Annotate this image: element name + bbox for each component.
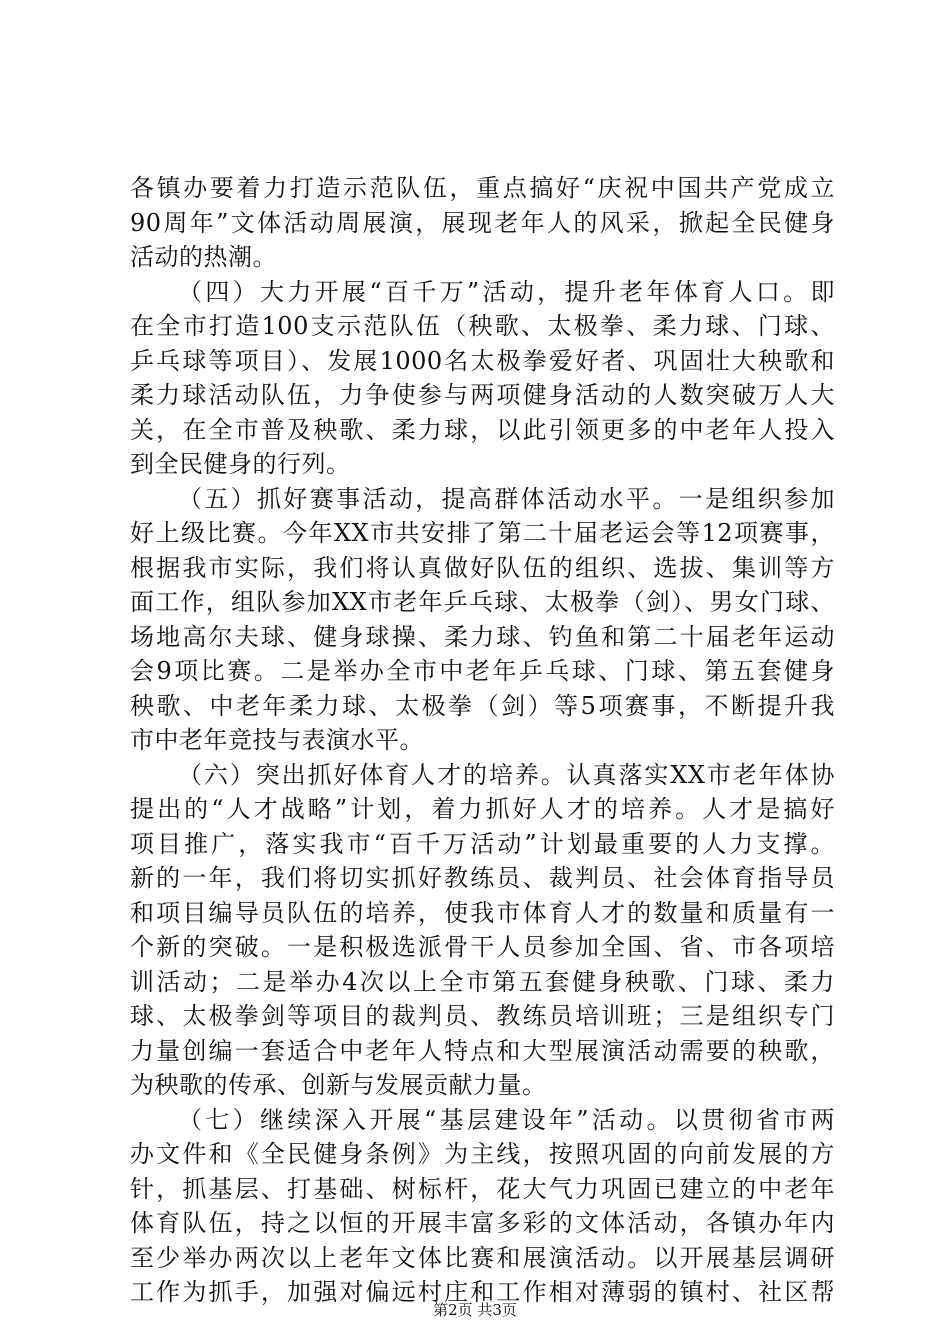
- document-body: [130, 171, 835, 1310]
- text-line: 训活动；二是举办4次以上全市第五套健身秧歌、门球、柔力: [130, 967, 835, 996]
- text-line: 面工作，组队参加XX市老年乒乓球、太极拳（剑）、男女门球、: [130, 588, 835, 616]
- text-line: 新的一年，我们将切实抓好教练员、裁判员、社会体育指导员: [130, 864, 835, 892]
- paragraph-heading-line: （六）突出抓好体育人才的培养。认真落实XX市老年体协: [178, 760, 835, 789]
- text-line: 活动的热潮。: [130, 243, 277, 271]
- text-line: 关，在全市普及秧歌、柔力球，以此引领更多的中老年人投入: [130, 415, 835, 444]
- text-line: 到全民健身的行列。: [130, 450, 351, 478]
- paragraph-heading-line: （五）抓好赛事活动，提高群体活动水平。一是组织参加: [178, 484, 835, 513]
- text-line: 办文件和《全民健身条例》为主线，按照巩固的向前发展的方: [130, 1140, 835, 1168]
- text-line: 根据我市实际，我们将认真做好队伍的组织、选拔、集训等方: [130, 553, 835, 582]
- text-line: 90周年”文体活动周展演，展现老年人的风采，掀起全民健身: [130, 208, 835, 237]
- text-line: 各镇办要着力打造示范队伍，重点搞好“庆祝中国共产党成立: [130, 174, 835, 202]
- text-line: 在全市打造100支示范队伍（秧歌、太极拳、柔力球、门球、: [130, 312, 835, 340]
- text-line: 工作为抓手，加强对偏远村庄和工作相对薄弱的镇村、社区帮: [130, 1278, 835, 1306]
- text-line: 会9项比赛。二是举办全市中老年乒乓球、门球、第五套健身: [130, 657, 835, 685]
- text-line: 好上级比赛。今年XX市共安排了第二十届老运会等12项赛事，: [130, 519, 835, 547]
- text-line: 柔力球活动队伍，力争使参与两项健身活动的人数突破万人大: [130, 381, 835, 409]
- text-line: 场地高尔夫球、健身球操、柔力球、钓鱼和第二十届老年运动: [130, 622, 835, 651]
- text-line: 秧歌、中老年柔力球、太极拳（剑）等5项赛事，不断提升我: [130, 691, 835, 720]
- text-line: 乒乓球等项目）、发展1000名太极拳爱好者、巩固壮大秧歌和: [130, 346, 835, 375]
- text-line: 市中老年竞技与表演水平。: [130, 726, 424, 754]
- paragraph-heading-line: （七）继续深入开展“基层建设年”活动。以贯彻省市两: [178, 1105, 835, 1134]
- text-line: 为秧歌的传承、创新与发展贡献力量。: [130, 1071, 547, 1099]
- paragraph-heading-line: （四）大力开展“百千万”活动，提升老年体育人口。即: [178, 277, 835, 306]
- text-line: 和项目编导员队伍的培养，使我市体育人才的数量和质量有一: [130, 898, 835, 927]
- text-line: 提出的“人才战略”计划，着力抓好人才的培养。人才是搞好: [130, 795, 835, 823]
- text-line: 球、太极拳剑等项目的裁判员、教练员培训班；三是组织专门: [130, 1002, 835, 1030]
- text-line: 力量创编一套适合中老年人特点和大型展演活动需要的秧歌，: [130, 1036, 835, 1065]
- page-number-footer: 第2页 共3页: [433, 1301, 517, 1319]
- text-line: 针，抓基层、打基础、树标杆，花大气力巩固已建立的中老年: [130, 1174, 835, 1203]
- text-line: 个新的突破。一是积极选派骨干人员参加全国、省、市各项培: [130, 933, 835, 961]
- text-line: 体育队伍，持之以恒的开展丰富多彩的文体活动，各镇办年内: [130, 1209, 835, 1237]
- text-line: 项目推广，落实我市“百千万活动”计划最重要的人力支撑。: [130, 829, 835, 858]
- text-line: 至少举办两次以上老年文体比赛和展演活动。以开展基层调研: [130, 1243, 835, 1272]
